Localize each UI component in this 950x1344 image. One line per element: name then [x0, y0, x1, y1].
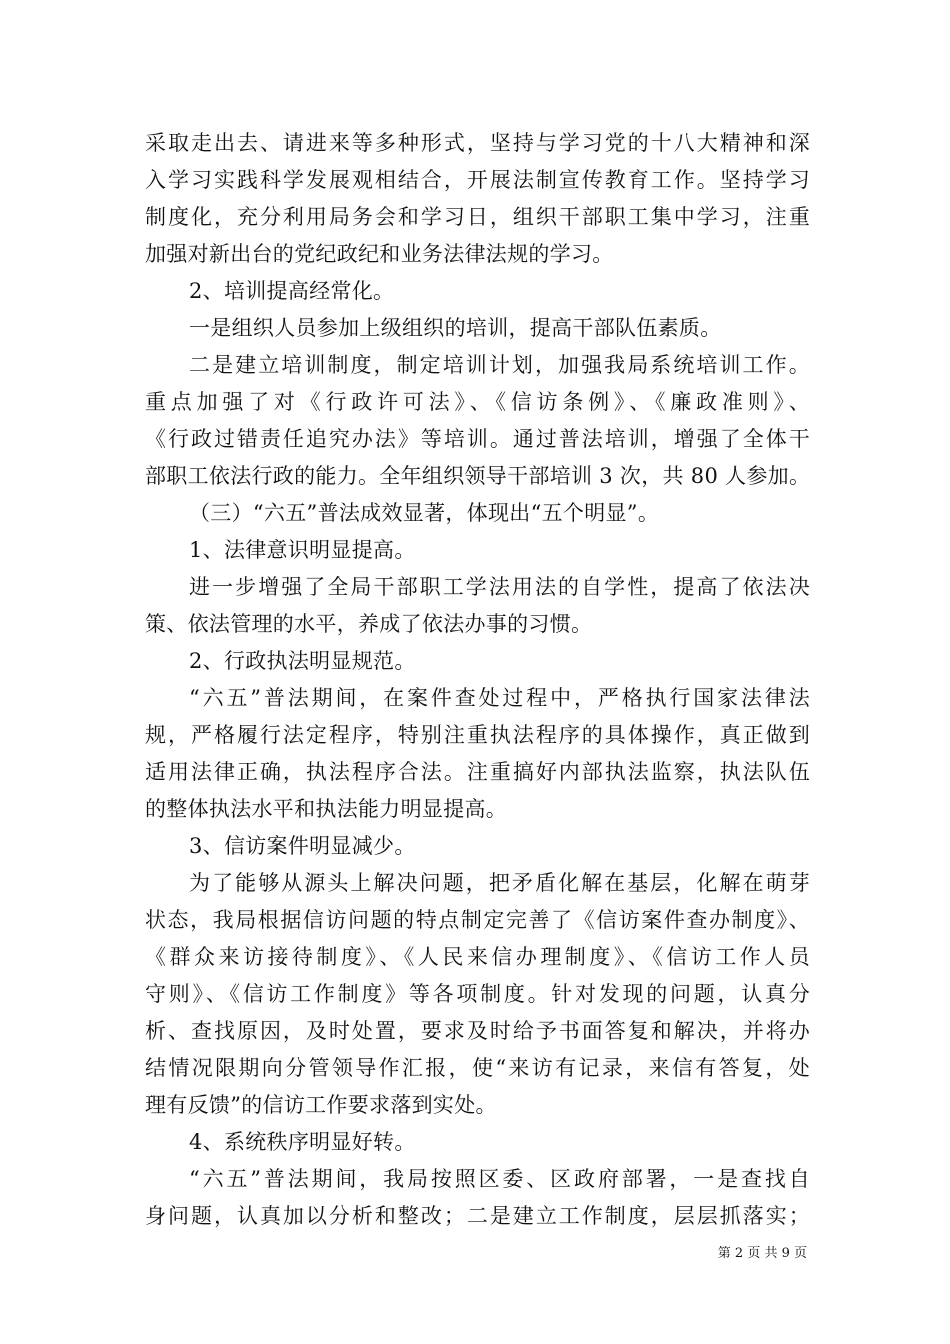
paragraph-line: 身问题，认真加以分析和整改；二是建立工作制度，层层抓落实；: [145, 1204, 810, 1228]
section-heading: 1、法律意识明显提高。: [189, 538, 416, 562]
section-heading: （三）“六五”普法成效显著，体现出“五个明显”。: [189, 501, 660, 525]
section-heading: 4、系统秩序明显好转。: [189, 1130, 416, 1154]
paragraph-line: 部职工依法行政的能力。全年组织领导干部培训 3 次，共 80 人参加。: [145, 464, 811, 488]
paragraph-line: 采取走出去、请进来等多种形式，坚持与学习党的十八大精神和深: [145, 131, 810, 155]
paragraph-line: 策、依法管理的水平，养成了依法办事的习惯。: [145, 612, 593, 636]
paragraph-line: 一是组织人员参加上级组织的培训，提高干部队伍素质。: [189, 316, 722, 340]
section-heading: 2、培训提高经常化。: [189, 279, 395, 303]
paragraph-line: 为了能够从源头上解决问题，把矛盾化解在基层，化解在萌芽: [189, 871, 810, 895]
paragraph-line: 进一步增强了全局干部职工学法用法的自学性，提高了依法决: [189, 575, 810, 599]
paragraph-line: 《群众来访接待制度》、《人民来信办理制度》、《信访工作人员: [145, 945, 810, 969]
paragraph-line: 制度化，充分利用局务会和学习日，组织干部职工集中学习，注重: [145, 205, 810, 229]
paragraph-line: 的整体执法水平和执法能力明显提高。: [145, 797, 508, 821]
body-text: [145, 125, 810, 1235]
paragraph-line: 理有反馈”的信访工作要求落到实处。: [145, 1093, 497, 1117]
paragraph-line: 加强对新出台的党纪政纪和业务法律法规的学习。: [145, 242, 614, 266]
paragraph-line: 入学习实践科学发展观相结合，开展法制宣传教育工作。坚持学习: [145, 168, 810, 192]
paragraph-line: 重点加强了对《行政许可法》、《信访条例》、《廉政准则》、: [145, 390, 810, 414]
paragraph-line: 析、查找原因，及时处置，要求及时给予书面答复和解决，并将办: [145, 1019, 810, 1043]
paragraph-line: 规，严格履行法定程序，特别注重执法程序的具体操作，真正做到: [145, 723, 810, 747]
section-heading: 3、信访案件明显减少。: [189, 834, 416, 858]
page-number: 第 2 页 共 9 页: [717, 1246, 807, 1261]
paragraph-line: “六五”普法期间，我局按照区委、区政府部署，一是查找自: [189, 1167, 810, 1191]
paragraph-line: 守则》、《信访工作制度》等各项制度。针对发现的问题，认真分: [145, 982, 810, 1006]
paragraph-line: 结情况限期向分管领导作汇报，使“来访有记录，来信有答复，处: [145, 1056, 810, 1080]
paragraph-line: 适用法律正确，执法程序合法。注重搞好内部执法监察，执法队伍: [145, 760, 810, 784]
paragraph-line: “六五”普法期间，在案件查处过程中，严格执行国家法律法: [189, 686, 810, 710]
section-heading: 2、行政执法明显规范。: [189, 649, 416, 673]
paragraph-line: 二是建立培训制度，制定培训计划，加强我局系统培训工作。: [189, 353, 810, 377]
paragraph-line: 《行政过错责任追究办法》等培训。通过普法培训，增强了全体干: [145, 427, 810, 451]
paragraph-line: 状态，我局根据信访问题的特点制定完善了《信访案件查办制度》、: [145, 908, 810, 932]
